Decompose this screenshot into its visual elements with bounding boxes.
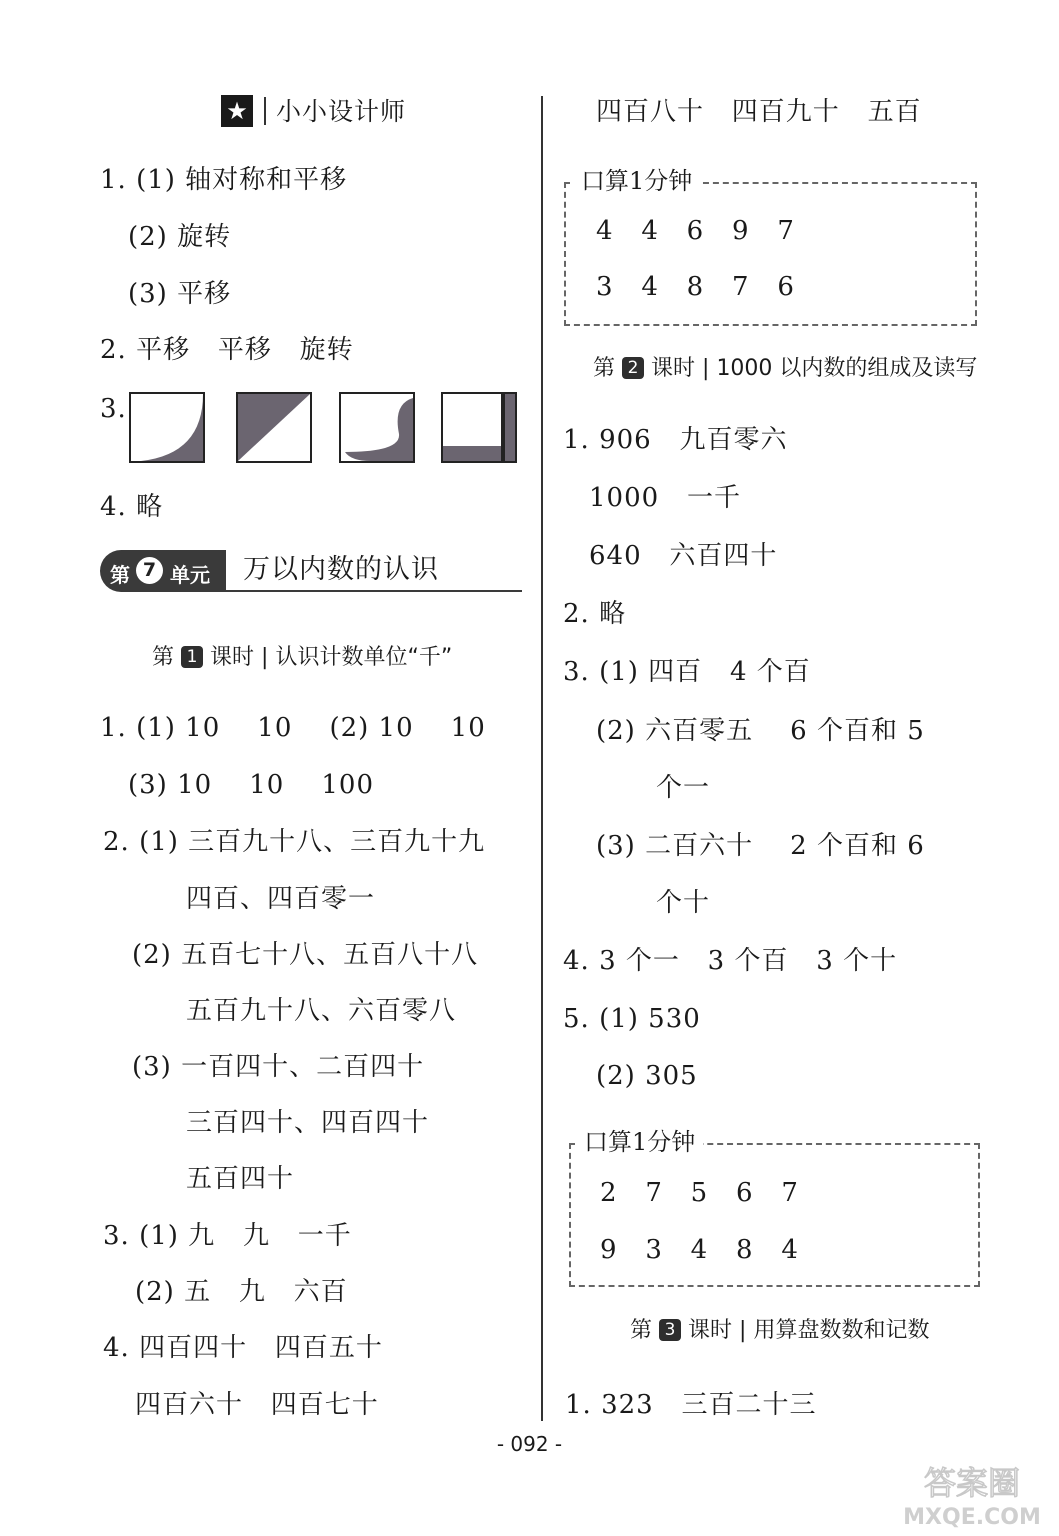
answer-line: 3. (1) 九 九 一千 (103, 1221, 352, 1251)
answer-line: 3. (100, 394, 127, 424)
mental-math-row: 9 3 4 8 4 (600, 1235, 799, 1265)
answer-line: (2) 305 (596, 1061, 698, 1091)
watermark-logo (897, 1460, 1047, 1530)
answer-line: 四百、四百零一 (186, 884, 376, 914)
lesson-suffix: 课时 (688, 1318, 733, 1343)
answer-line: (2) 旋转 (128, 222, 232, 252)
answer-line: 五百四十 (186, 1164, 295, 1194)
title-divider (264, 97, 266, 125)
answer-line: 1. (1) 10 10 (2) 10 10 (100, 713, 486, 743)
answer-line: 三百四十、四百四十 (186, 1108, 430, 1138)
answer-line: (2) 六百零五 6 个百和 5 (596, 716, 925, 746)
answer-line: 1. 906 九百零六 (563, 425, 788, 455)
shape-figure-1 (129, 392, 205, 463)
unit-suffix: 单元 (170, 563, 210, 587)
lesson-heading-1: 第 1 课时 | 认识计数单位“千” (152, 645, 453, 670)
shape-figure-3 (339, 392, 415, 463)
answer-line: (3) 平移 (128, 279, 232, 309)
mental-math-row: 3 4 8 7 6 (596, 272, 795, 302)
lesson-number-badge: 3 (659, 1319, 681, 1341)
unit-title: 万以内数的认识 (243, 554, 439, 585)
answer-line: 5. (1) 530 (563, 1004, 701, 1034)
lesson-title: 用算盘数数和记数 (753, 1318, 930, 1343)
unit-banner (100, 550, 226, 592)
page-number: - 092 - (496, 1432, 563, 1456)
mental-math-box-1 (564, 182, 977, 326)
answer-line: 4. 3 个一 3 个百 3 个十 (563, 946, 898, 976)
answer-line: 个十 (656, 888, 711, 918)
lesson-prefix: 第 (152, 645, 175, 670)
shape-figure-2 (236, 392, 312, 463)
section-title: 小小设计师 (276, 97, 407, 126)
svg-text:答案圈: 答案圈 (923, 1464, 1021, 1502)
lesson-suffix: 课时 (651, 356, 696, 381)
lesson-prefix: 第 (593, 356, 616, 381)
unit-number-badge: 7 (136, 557, 163, 584)
lesson-title: 认识计数单位“千” (275, 645, 453, 670)
answer-line: (2) 五百七十八、五百八十八 (132, 940, 479, 970)
answer-line: 2. 平移 平移 旋转 (100, 335, 354, 365)
answer-line: 2. (1) 三百九十八、三百九十九 (103, 827, 486, 857)
shape-figure-4 (441, 392, 517, 463)
answer-line: 2. 略 (563, 599, 627, 629)
lesson-heading-2: 第 2 课时 | 1000 以内数的组成及读写 (593, 356, 978, 381)
answer-line: (3) 二百六十 2 个百和 6 (596, 831, 925, 861)
mental-math-row: 4 4 6 9 7 (596, 216, 795, 246)
answer-line: 4. 四百四十 四百五十 (103, 1333, 383, 1363)
box-label: 口算1分钟 (573, 166, 700, 196)
unit-underline (226, 590, 522, 592)
answer-line: 3. (1) 四百 4 个百 (563, 657, 811, 687)
lesson-number-badge: 2 (622, 357, 644, 379)
box-label: 口算1分钟 (576, 1127, 703, 1157)
mental-math-row: 2 7 5 6 7 (600, 1178, 799, 1208)
answer-line: (3) 一百四十、二百四十 (132, 1052, 425, 1082)
answer-line: 1. (1) 轴对称和平移 (100, 165, 348, 195)
answer-line: 五百九十八、六百零八 (186, 996, 457, 1026)
unit-prefix: 第 (110, 563, 130, 587)
star-icon: ★ (221, 95, 253, 127)
answer-line: (3) 10 10 100 (128, 770, 375, 800)
answer-line: 640 六百四十 (589, 541, 778, 571)
answer-line: 个一 (656, 773, 711, 803)
answer-line: 1. 323 三百二十三 (565, 1390, 817, 1420)
answer-line: (2) 五 九 六百 (135, 1277, 348, 1307)
lesson-prefix: 第 (630, 1318, 653, 1343)
svg-text:MXQE.COM: MXQE.COM (903, 1505, 1041, 1530)
column-divider (541, 96, 543, 1421)
answer-line: 四百六十 四百七十 (135, 1390, 379, 1420)
lesson-heading-3: 第 3 课时 | 用算盘数数和记数 (630, 1318, 930, 1343)
lesson-number-badge: 1 (181, 646, 203, 668)
answer-line: 四百八十 四百九十 五百 (596, 97, 922, 127)
answer-line: 1000 一千 (589, 483, 741, 513)
answer-line: 4. 略 (100, 492, 164, 522)
lesson-suffix: 课时 (210, 645, 255, 670)
lesson-title: 1000 以内数的组成及读写 (716, 356, 978, 381)
